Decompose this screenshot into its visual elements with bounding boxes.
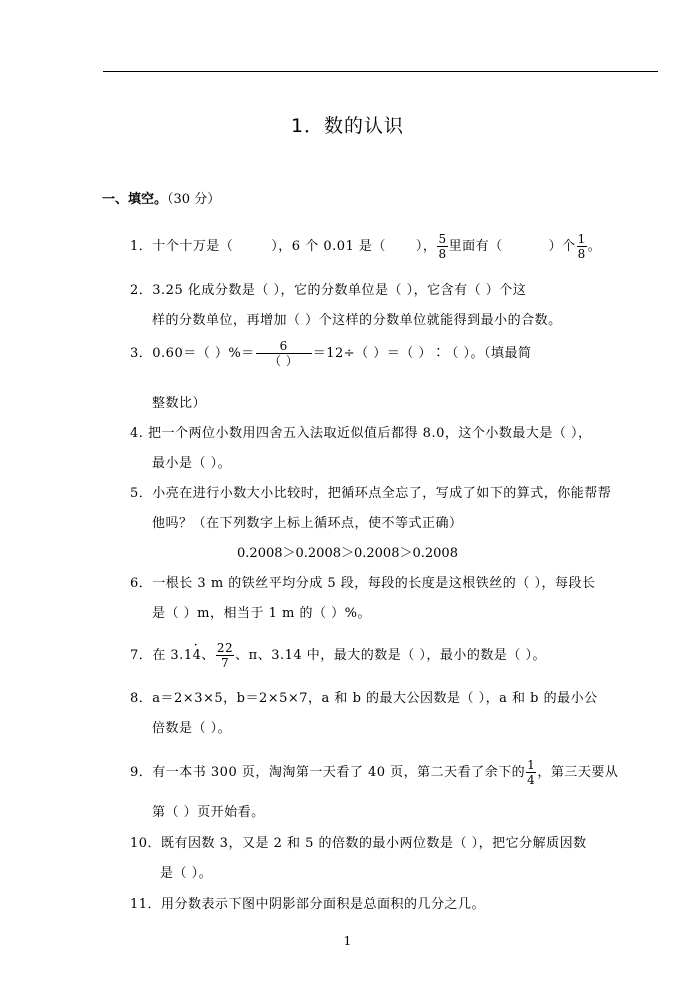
q3-text-a: 0.60＝（ ）%＝ bbox=[152, 346, 255, 361]
q11-line-1: 用分数表示下图中阴影部分面积是总面积的几分之几。 bbox=[161, 897, 486, 912]
q10-line-2: 是（ ）。 bbox=[160, 866, 213, 881]
q1-text-e: ）个 bbox=[548, 239, 576, 254]
q9-frac-numerator: 1 bbox=[527, 758, 536, 772]
q1-number: 1． bbox=[130, 239, 153, 254]
section-heading bbox=[102, 192, 220, 208]
q8-line-2: 倍数是（ ）。 bbox=[152, 721, 232, 736]
question-1 bbox=[130, 232, 601, 261]
q5-line-2: 他吗？（在下列数字上标上循环点，使不等式正确） bbox=[152, 516, 463, 531]
q2-number: 2． bbox=[130, 283, 153, 298]
q1-text-d: 里面有（ bbox=[448, 239, 503, 254]
question-7 bbox=[130, 641, 546, 670]
q10-number: 10． bbox=[130, 836, 162, 851]
q11-number: 11． bbox=[130, 897, 162, 912]
q3-fraction bbox=[256, 339, 312, 368]
q5-line-1: 小亮在进行小数大小比较时，把循环点全忘了，写成了如下的算式，你能帮帮 bbox=[152, 486, 612, 501]
q4-number: 4. bbox=[130, 426, 144, 441]
q1-text-b: ），6 个 0.01 是（ bbox=[271, 239, 386, 254]
q9-frac-denominator: 4 bbox=[527, 773, 536, 787]
q7-number: 7． bbox=[130, 648, 153, 663]
question-9 bbox=[130, 758, 618, 787]
q1-fraction-1 bbox=[437, 232, 447, 261]
q3-frac-denominator: （ ） bbox=[269, 354, 299, 368]
q6-line-1: 一根长 3 m 的铁丝平均分成 5 段，每段的长度是这根铁丝的（ ），每段长 bbox=[152, 576, 596, 591]
section-points: （30 分） bbox=[167, 192, 221, 207]
q10-line-1: 既有因数 3，又是 2 和 5 的倍数的最小两位数是（ ），把它分解质因数 bbox=[161, 836, 587, 851]
q3-line-2: 整数比） bbox=[152, 396, 207, 411]
page-number: 1 bbox=[343, 934, 352, 948]
q5-expression: 0.2008＞0.2008＞0.2008＞0.2008 bbox=[237, 546, 458, 561]
q1-frac2-denominator: 8 bbox=[577, 247, 586, 261]
q1-frac2-numerator: 1 bbox=[577, 232, 586, 246]
q8-line-1: a＝2×3×5，b＝2×5×7，a 和 b 的最大公因数是（ ），a 和 b 的最小公 bbox=[152, 691, 598, 706]
q3-frac-numerator: 6 bbox=[256, 339, 312, 354]
q5-number: 5． bbox=[130, 486, 153, 501]
question-3 bbox=[130, 339, 532, 368]
section-label: 一、填空。 bbox=[102, 192, 168, 207]
question-6 bbox=[130, 576, 595, 592]
q8-number: 8． bbox=[130, 691, 153, 706]
question-8 bbox=[130, 691, 598, 707]
q7-text-c: 、π、3.14 中，最大的数是（ ），最小的数是（ ）。 bbox=[235, 648, 547, 663]
q1-text-a: 十个十万是（ bbox=[152, 239, 234, 254]
q9-text-a: 有一本书 300 页，淘淘第一天看了 40 页，第二天看了余下的 bbox=[152, 765, 526, 780]
q1-text-c: ）， bbox=[415, 239, 437, 254]
q1-frac1-denominator: 8 bbox=[438, 247, 447, 261]
question-5 bbox=[130, 486, 611, 502]
q3-text-b: ＝12÷（ ）＝（ ）∶（ ）。（填最简 bbox=[312, 346, 532, 361]
q1-text-f: 。 bbox=[587, 239, 602, 254]
q9-line-2: 第（ ）页开始看。 bbox=[152, 805, 265, 820]
q6-line-2: 是（ ）m，相当于 1 m 的（ ）%。 bbox=[152, 606, 371, 621]
q4-line-2: 最小是（ ）。 bbox=[152, 456, 232, 471]
question-2 bbox=[130, 283, 526, 299]
q7-fraction bbox=[216, 641, 234, 670]
q7-repeating-digit: · 4 bbox=[193, 648, 202, 664]
q1-fraction-2 bbox=[577, 232, 587, 261]
question-10 bbox=[130, 836, 587, 852]
page-title: 1．数的认识 bbox=[290, 115, 405, 137]
q9-text-b: ，第三天要从 bbox=[537, 765, 619, 780]
q2-line-2: 样的分数单位，再增加（ ）个这样的分数单位就能得到最小的合数。 bbox=[152, 313, 562, 328]
q7-text-a: 在 3.1 bbox=[152, 648, 193, 663]
q3-number: 3． bbox=[130, 346, 153, 361]
question-4 bbox=[130, 426, 592, 442]
q1-frac1-numerator: 5 bbox=[438, 232, 447, 246]
q6-number: 6． bbox=[130, 576, 153, 591]
q9-fraction bbox=[526, 758, 536, 787]
q7-frac-denominator: 7 bbox=[220, 656, 230, 670]
q2-line-1: 3.25 化成分数是（ ），它的分数单位是（ ），它含有（ ）个这 bbox=[152, 283, 527, 298]
question-11 bbox=[130, 897, 485, 913]
q7-text-b: 、 bbox=[201, 648, 215, 663]
q7-frac-numerator: 22 bbox=[216, 641, 234, 655]
header-rule bbox=[103, 71, 658, 72]
q4-line-1: 把一个两位小数用四舍五入法取近似值后都得 8.0，这个小数最大是（ ）， bbox=[148, 426, 592, 441]
q9-number: 9． bbox=[130, 765, 153, 780]
